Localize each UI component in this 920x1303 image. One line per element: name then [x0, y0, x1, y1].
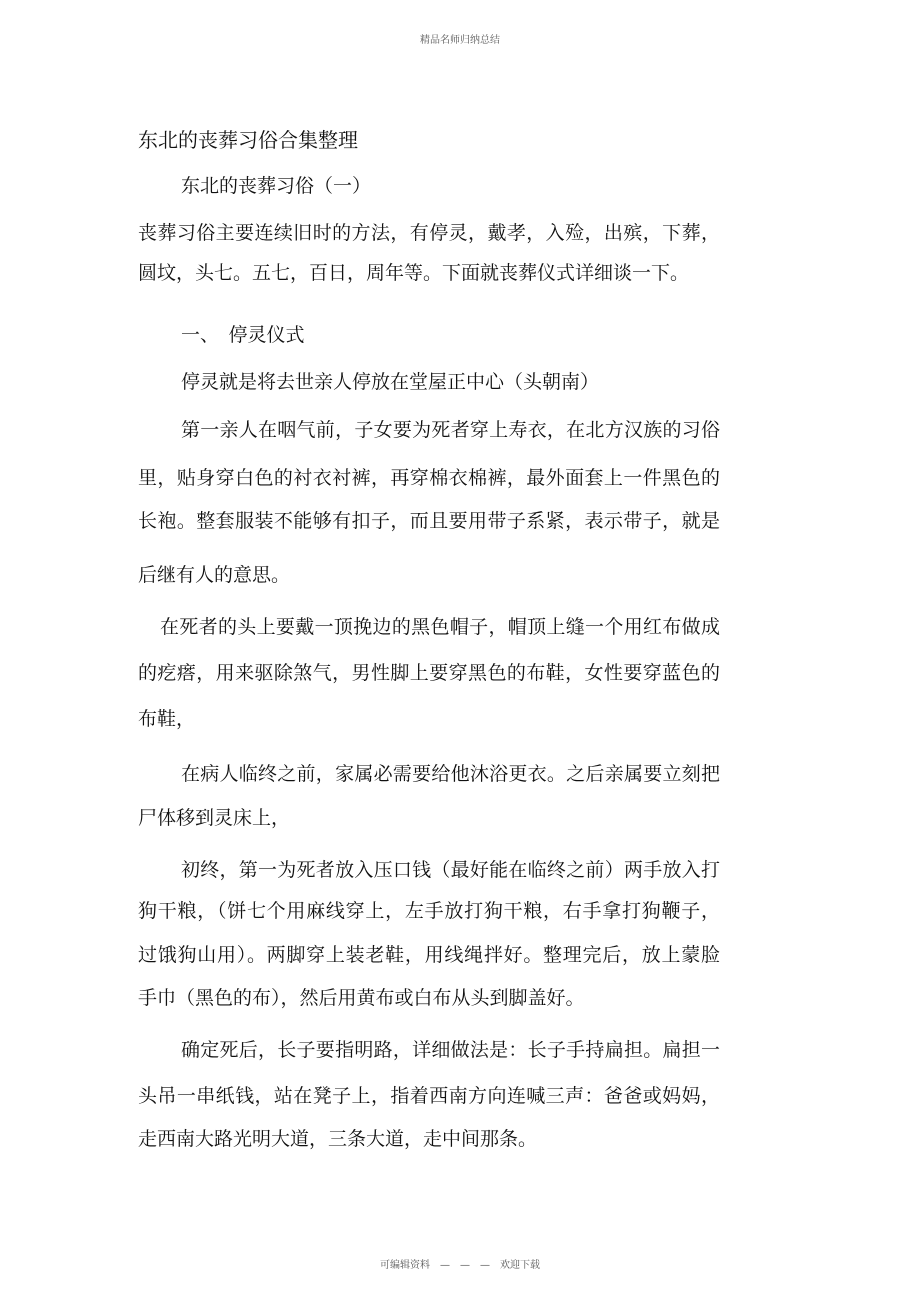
paragraph-line: 在死者的头上要戴一顶挽边的黑色帽子，帽顶上缝一个用红布做成 — [160, 616, 720, 638]
paragraph-line: 尸体移到灵床上， — [138, 807, 291, 829]
paragraph-line: 过饿狗山用）。两脚穿上装老鞋，用线绳拌好。整理完后，放上蒙脸 — [138, 944, 720, 966]
paragraph-line: 头吊一串纸钱，站在凳子上，指着西南方向连喊三声：爸爸或妈妈， — [138, 1085, 720, 1107]
paragraph-line: 在病人临终之前，家属必需要给他沐浴更衣。之后亲属要立刻把 — [181, 763, 720, 785]
paragraph-line: 停灵就是将去世亲人停放在堂屋正中心（头朝南） — [181, 371, 600, 393]
paragraph-line: 狗干粮，（饼七个用麻线穿上，左手放打狗干粮，右手拿打狗鞭子， — [138, 900, 720, 922]
paragraph-line: 的疙瘩，用来驱除煞气，男性脚上要穿黑色的布鞋，女性要穿蓝色的 — [138, 662, 720, 684]
paragraph-line: 后继有人的意思。 — [138, 564, 291, 586]
paragraph-line: 走西南大路光明大道，三条大道，走中间那条。 — [138, 1128, 538, 1150]
document-title: 东北的丧葬习俗合集整理 — [138, 128, 358, 152]
paragraph-line: 长袍。整套服装不能够有扣子，而且要用带子系紧，表示带子，就是 — [138, 510, 720, 532]
paragraph-line: 手巾（黑色的布），然后用黄布或白布从头到脚盖好。 — [138, 987, 585, 1009]
paragraph-line: 布鞋， — [138, 708, 196, 730]
paragraph-line: 丧葬习俗主要连续旧时的方法，有停灵，戴孝，入殓，出殡，下葬， — [138, 222, 720, 244]
paragraph-line: 里，贴身穿白色的衬衣衬裤，再穿棉衣棉裤，最外面套上一件黑色的 — [138, 467, 720, 489]
paragraph-line: 确定死后，长子要指明路，详细做法是：长子手持扁担。扁担一 — [181, 1039, 720, 1061]
section-heading: 东北的丧葬习俗（一） — [181, 175, 372, 197]
paragraph-line: 圆坟，头七。五七，百日，周年等。下面就丧葬仪式详细谈一下。 — [138, 262, 690, 284]
subsection-heading: 一、 停灵仪式 — [181, 324, 305, 346]
paragraph-line: 第一亲人在咽气前，子女要为死者穿上寿衣，在北方汉族的习俗 — [181, 419, 720, 441]
page-footer: 可编辑资料 — — — 欢迎下载 — [380, 1260, 540, 1271]
page-header: 精品名师归纳总结 — [420, 35, 500, 46]
paragraph-line: 初终，第一为死者放入压口钱（最好能在临终之前）两手放入打 — [181, 859, 720, 881]
